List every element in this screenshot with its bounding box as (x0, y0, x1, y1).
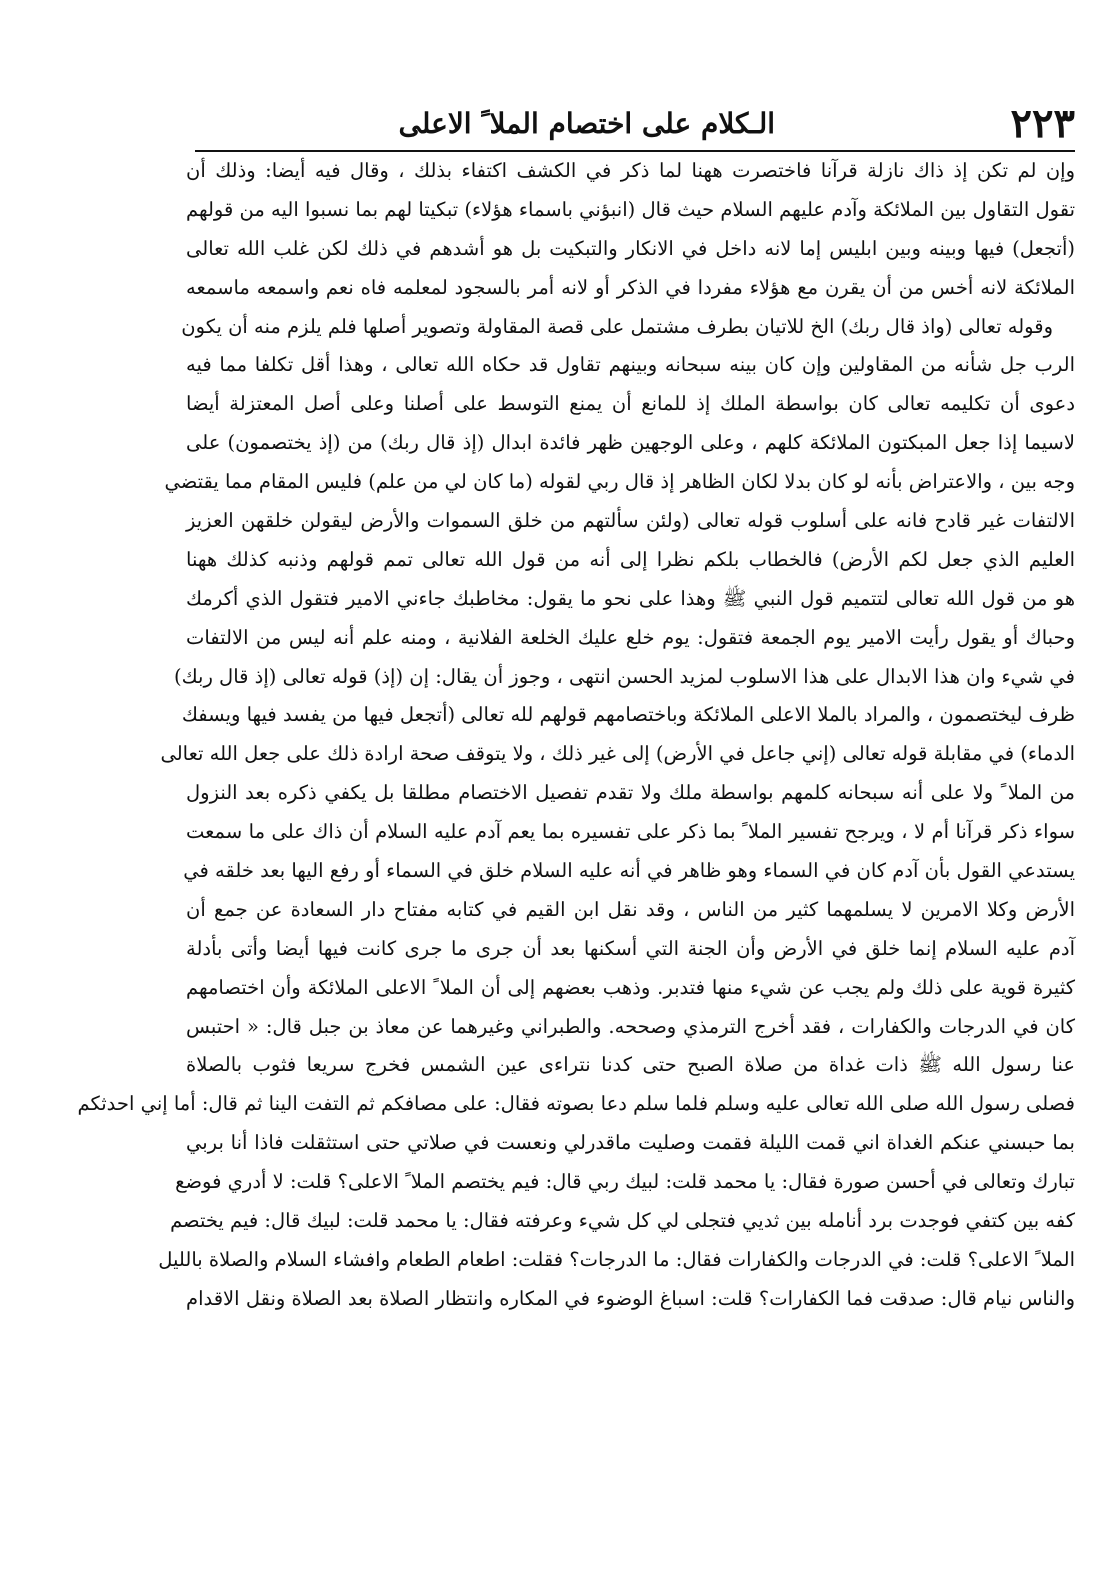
text-line: سواء ذكر قرآنا أم لا ، ويرجح تفسير الملا ً بما ذكر على تفسيره بما يعم آدم عليه السلام أن ذاك على ما سمعت (186, 820, 1075, 844)
text-line: كثيرة قوية على ذلك ولم يجب عن شيء منها فتدبر. وذهب بعضهم إلى أن الملا ً الاعلى الملائكة وأن اختصامهم (186, 975, 1075, 999)
text-line: الدماء) في مقابلة قوله تعالى (إني جاعل في الأرض) إلى غير ذلك ، ولا يتوقف صحة ارادة ذلك على جعل الله تعالى (160, 742, 1075, 766)
text-line: في شيء وان هذا الابدال على هذا الاسلوب لمزيد الحسن انتهى ، وجوز أن يقال: إن (إذ) قوله تعالى (إذ قال ربك) (173, 664, 1075, 688)
text-line: ظرف ليختصمون ، والمراد بالملا الاعلى الملائكة وباختصامهم قولهم لله تعالى (أتجعل فيها من يفسد فيها ويسفك (181, 703, 1075, 727)
text-line: وإن لم تكن إذ ذاك نازلة قرآنا فاختصرت ههنا لما ذكر في الكشف اكتفاء بذلك ، وقال فيه أيضا: وذلك أن (186, 159, 1075, 182)
text-line: الرب جل شأنه من المقاولين وإن كان بينه سبحانه وبينهم تقاول قد حكاه الله تعالى ، وهذا أقل تكلفا مما فيه (186, 353, 1075, 377)
running-title: الـكلام على اختصام الملا ً الاعلى (398, 107, 775, 140)
text-line: بما حبسني عنكم الغداة اني قمت الليلة فقمت وصليت ماقدرلي ونعست في صلاتي حتى استثقلت فاذا أنا بربي (186, 1131, 1075, 1155)
text-line: كفه بين كتفي فوجدت برد أنامله بين ثديي فتجلى لي كل شيء وعرفته فقال: يا محمد قلت: لبيك قال: فيم يختصم (170, 1209, 1075, 1233)
text-line: لاسيما إذا جعل المبكتون الملائكة كلهم ، وعلى الوجهين ظهر فائدة ابدال (إذ قال ربك) من (إذ يختصمون) على (186, 431, 1075, 455)
text-line: عنا رسول الله ﷺ ذات غداة من صلاة الصبح حتى كدنا نتراءى عين الشمس فخرج سريعا فثوب بالصلاة (186, 1053, 1075, 1077)
text-line: تبارك وتعالى في أحسن صورة فقال: يا محمد قلت: لبيك ربي قال: فيم يختصم الملا ً الاعلى؟ قلت: لا أدري فوضع (175, 1170, 1075, 1194)
body-text (77, 152, 1075, 1319)
text-line: (أتجعل) فيها وبينه وبين ابليس إما لانه داخل في الانكار والتبكيت بل هو أشدهم في ذلك لكن غلب الله تعالى (186, 236, 1075, 260)
text-line: العليم الذي جعل لكم الأرض) فالخطاب بلكم نظرا إلى أنه من قول الله تعالى تمم قولهم وذنبه كذلك ههنا (186, 547, 1075, 571)
text-line: فصلى رسول الله صلى الله تعالى عليه وسلم فلما سلم دعا بصوته فقال: على مصافكم ثم التفت الينا ثم قال: أما إني احدثكم (77, 1092, 1075, 1116)
text-line: تقول التقاول بين الملائكة وآدم عليهم السلام حيث قال (انبؤني باسماء هؤلاء) تبكيتا لهم بما نسبوا اليه من قولهم (186, 197, 1075, 221)
text-line: الالتفات غير قادح فانه على أسلوب قوله تعالى (ولئن سألتهم من خلق السموات والأرض ليقولن خلقهن العزيز (186, 509, 1075, 533)
text-line: كان في الدرجات والكفارات ، فقد أخرج الترمذي وصححه. والطبراني وغيرهما عن معاذ بن جبل قال: « احتبس (186, 1014, 1075, 1038)
text-line: من الملا ً ولا على أنه سبحانه كلمهم بواسطة ملك ولا تقدم تفصيل الاختصام مطلقا بل يكفي ذكره بعد النزول (186, 781, 1075, 805)
text-line: الأرض وكلا الامرين لا يسلمهما كثير من الناس ، وقد نقل ابن القيم في كتابه مفتاح دار السعادة عن جمع أن (186, 897, 1075, 921)
text-line: وجه بين ، والاعتراض بأنه لو كان بدلا لكان الظاهر إذ قال ربي لقوله (ما كان لي من علم) فليس المقام مما يقتضي (164, 470, 1075, 494)
text-line: آدم عليه السلام إنما خلق في الأرض وأن الجنة التي أسكنها بعد أن جرى ما جرى كانت فيها أيضا وأتى بأدلة (186, 936, 1075, 960)
page-header (195, 98, 1075, 150)
text-line: دعوى أن تكليمه تعالى كان بواسطة الملك إذ للمانع أن يمنع التوسط على أصلنا وعلى أصل المعتزلة أيضا (186, 392, 1075, 416)
text-line: هو من قول الله تعالى لتتميم قول النبي ﷺ وهذا على نحو ما يقول: مخاطبك جاءني الامير فتقول الذي أكرمك (186, 586, 1075, 610)
text-line: الملائكة لانه أخس من أن يقرن مع هؤلاء مفردا في الذكر أو لانه أمر بالسجود لمعلمه فاه نعم واسمعه ماسمعه (186, 275, 1075, 299)
text-line: وحباك أو يقول رأيت الامير يوم الجمعة فتقول: يوم خلع عليك الخلعة الفلانية ، ومنه علم أنه ليس من الالتفات (186, 625, 1075, 649)
text-line: الملا ً الاعلى؟ قلت: في الدرجات والكفارات فقال: ما الدرجات؟ فقلت: اطعام الطعام وافشاء السلام والصلاة بالليل (158, 1247, 1075, 1271)
page-number: ٢٢٣ (1010, 100, 1075, 147)
text-line: يستدعي القول بأن آدم كان في السماء وهو ظاهر في أنه عليه السلام خلق في السماء أو رفع اليها بعد خلقه في (183, 859, 1075, 883)
text-line: والناس نيام قال: صدقت فما الكفارات؟ قلت: اسباغ الوضوء في المكاره وانتظار الصلاة بعد الصلاة ونقل الاقدام (186, 1286, 1075, 1310)
text-line: وقوله تعالى (واذ قال ربك) الخ للاتيان بطرف مشتمل على قصة المقاولة وتصوير أصلها فلم يلزم منه أن يكون (181, 314, 1053, 338)
